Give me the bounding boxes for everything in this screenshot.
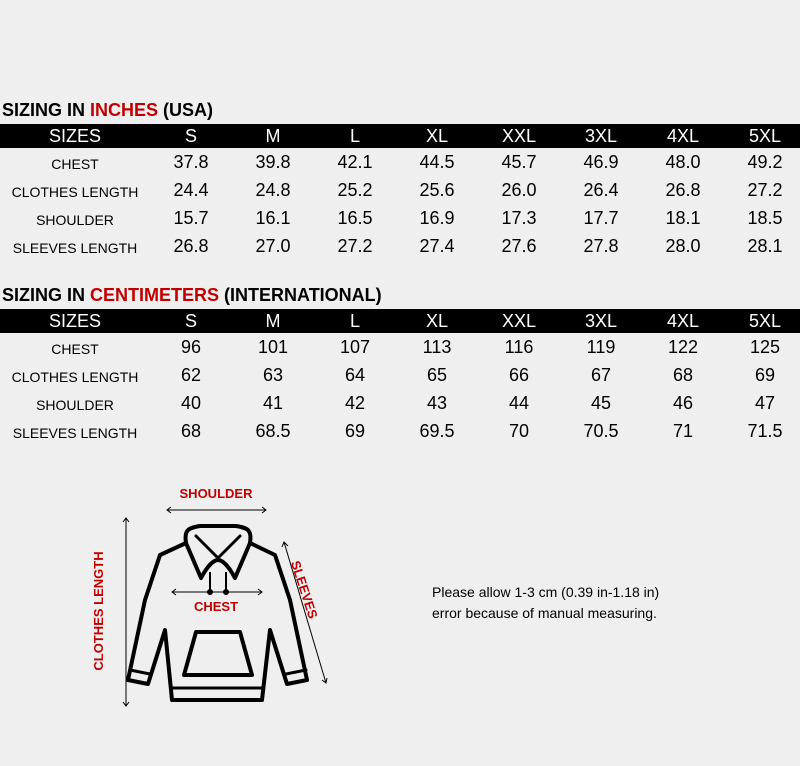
- row-label: CHEST: [51, 155, 99, 172]
- table-cell: 27.0: [255, 235, 291, 256]
- inches-section-title: [2, 100, 213, 121]
- note-line-2: error because of manual measuring.: [432, 605, 657, 621]
- inches-size-table: [0, 124, 800, 260]
- table-row: [0, 204, 800, 232]
- table-cell: 69: [754, 364, 776, 385]
- table-row: [0, 333, 800, 361]
- table-cell: 65: [426, 364, 448, 385]
- table-cell: 26.0: [501, 179, 537, 200]
- centimeters-size-table: [0, 309, 800, 445]
- table-cell: 107: [339, 336, 371, 357]
- header-cell: 4XL: [642, 309, 724, 333]
- note-line-1: Please allow 1-3 cm (0.39 in-1.18 in): [432, 584, 660, 600]
- header-cell: M: [232, 309, 314, 333]
- hoodie-hood: [186, 526, 251, 578]
- table-cell: 17.3: [501, 207, 537, 228]
- table-cell: 18.5: [747, 207, 783, 228]
- table-row: [0, 232, 800, 260]
- table-cell: 40: [180, 392, 202, 413]
- row-label: SLEEVES LENGTH: [12, 239, 138, 256]
- row-label: CHEST: [51, 340, 99, 357]
- table-cell: 48.0: [665, 151, 701, 172]
- header-cell: S: [150, 124, 232, 148]
- row-label: CLOTHES LENGTH: [11, 183, 139, 200]
- table-cell: 37.8: [173, 151, 209, 172]
- sleeves-label: SLEEVES: [287, 558, 321, 621]
- drawstrings: [208, 572, 228, 594]
- header-cell: 3XL: [560, 309, 642, 333]
- measurement-note: [432, 582, 659, 624]
- header-cell: L: [314, 124, 396, 148]
- table-cell: 26.4: [583, 179, 619, 200]
- clothes-length-label: CLOTHES LENGTH: [91, 551, 106, 671]
- table-cell: 62: [180, 364, 202, 385]
- table-cell: 116: [504, 336, 534, 357]
- table-cell: 27.8: [583, 235, 619, 256]
- table-row: [0, 361, 800, 389]
- table-cell: 66: [508, 364, 530, 385]
- chest-label: CHEST: [193, 599, 239, 614]
- row-label: SLEEVES LENGTH: [12, 424, 138, 441]
- row-label: SHOULDER: [36, 211, 114, 228]
- hoodie-measurement-diagram: [0, 470, 380, 750]
- header-cell: SIZES: [0, 309, 150, 333]
- table-cell: 28.1: [747, 235, 783, 256]
- table-cell: 18.1: [665, 207, 701, 228]
- table-cell: 15.7: [173, 207, 209, 228]
- centimeters-section-title: [2, 285, 382, 306]
- table-cell: 69: [344, 420, 366, 441]
- table-cell: 71: [672, 420, 694, 441]
- table-cell: 101: [257, 336, 289, 357]
- table-cell: 69.5: [419, 420, 455, 441]
- inches-header-row: [0, 124, 800, 148]
- table-cell: 27.6: [501, 235, 537, 256]
- table-row: [0, 176, 800, 204]
- header-cell: XL: [396, 309, 478, 333]
- table-cell: 68: [180, 420, 202, 441]
- table-cell: 24.4: [173, 179, 209, 200]
- table-cell: 68: [672, 364, 694, 385]
- table-cell: 44: [508, 392, 530, 413]
- table-cell: 16.9: [419, 207, 455, 228]
- table-cell: 42: [344, 392, 366, 413]
- table-cell: 45: [590, 392, 612, 413]
- table-cell: 122: [667, 336, 699, 357]
- table-cell: 46: [672, 392, 694, 413]
- table-cell: 17.7: [583, 207, 619, 228]
- header-cell: XXL: [478, 309, 560, 333]
- header-cell: 4XL: [642, 124, 724, 148]
- hood-inner-line: [196, 536, 240, 558]
- header-cell: S: [150, 309, 232, 333]
- table-cell: 27.2: [747, 179, 783, 200]
- table-cell: 39.8: [255, 151, 291, 172]
- cm-header-row: [0, 309, 800, 333]
- table-cell: 49.2: [747, 151, 783, 172]
- header-cell: XL: [396, 124, 478, 148]
- header-cell: 5XL: [724, 124, 800, 148]
- table-cell: 45.7: [501, 151, 537, 172]
- table-cell: 71.5: [747, 420, 783, 441]
- table-cell: 27.4: [419, 235, 455, 256]
- table-cell: 43: [426, 392, 448, 413]
- table-cell: 24.8: [255, 179, 291, 200]
- left-cuff-line: [130, 670, 150, 674]
- table-cell: 26.8: [665, 179, 701, 200]
- header-cell: SIZES: [0, 124, 150, 148]
- table-cell: 42.1: [337, 151, 373, 172]
- right-cuff-line: [286, 670, 306, 674]
- cm-title-unit: CENTIMETERS: [90, 285, 220, 305]
- table-cell: 46.9: [583, 151, 619, 172]
- header-cell: 3XL: [560, 124, 642, 148]
- header-cell: XXL: [478, 124, 560, 148]
- table-cell: 47: [754, 392, 776, 413]
- table-cell: 67: [590, 364, 612, 385]
- table-cell: 16.5: [337, 207, 373, 228]
- row-label: SHOULDER: [36, 396, 114, 413]
- table-cell: 63: [262, 364, 284, 385]
- inches-title-suffix: (USA): [158, 100, 214, 120]
- table-cell: 70.5: [583, 420, 619, 441]
- table-row: [0, 148, 800, 176]
- table-cell: 64: [344, 364, 366, 385]
- inches-title-unit: INCHES: [90, 100, 159, 120]
- table-cell: 25.6: [419, 179, 455, 200]
- cm-title-prefix: SIZING IN: [2, 285, 91, 305]
- row-label: CLOTHES LENGTH: [11, 368, 139, 385]
- table-cell: 44.5: [419, 151, 455, 172]
- table-cell: 26.8: [173, 235, 209, 256]
- table-cell: 28.0: [665, 235, 701, 256]
- table-cell: 96: [180, 336, 202, 357]
- table-cell: 16.1: [255, 207, 291, 228]
- table-cell: 125: [749, 336, 781, 357]
- table-cell: 113: [422, 336, 452, 357]
- inches-title-prefix: SIZING IN: [2, 100, 91, 120]
- table-row: [0, 389, 800, 417]
- table-row: [0, 417, 800, 445]
- table-cell: 119: [586, 336, 616, 357]
- header-cell: M: [232, 124, 314, 148]
- hoodie-pocket: [184, 632, 252, 675]
- table-cell: 41: [262, 392, 284, 413]
- cm-title-suffix: (INTERNATIONAL): [219, 285, 382, 305]
- header-cell: 5XL: [724, 309, 800, 333]
- header-cell: L: [314, 309, 396, 333]
- table-cell: 68.5: [255, 420, 291, 441]
- table-cell: 25.2: [337, 179, 373, 200]
- shoulder-label: SHOULDER: [179, 486, 253, 501]
- table-cell: 70: [508, 420, 530, 441]
- table-cell: 27.2: [337, 235, 373, 256]
